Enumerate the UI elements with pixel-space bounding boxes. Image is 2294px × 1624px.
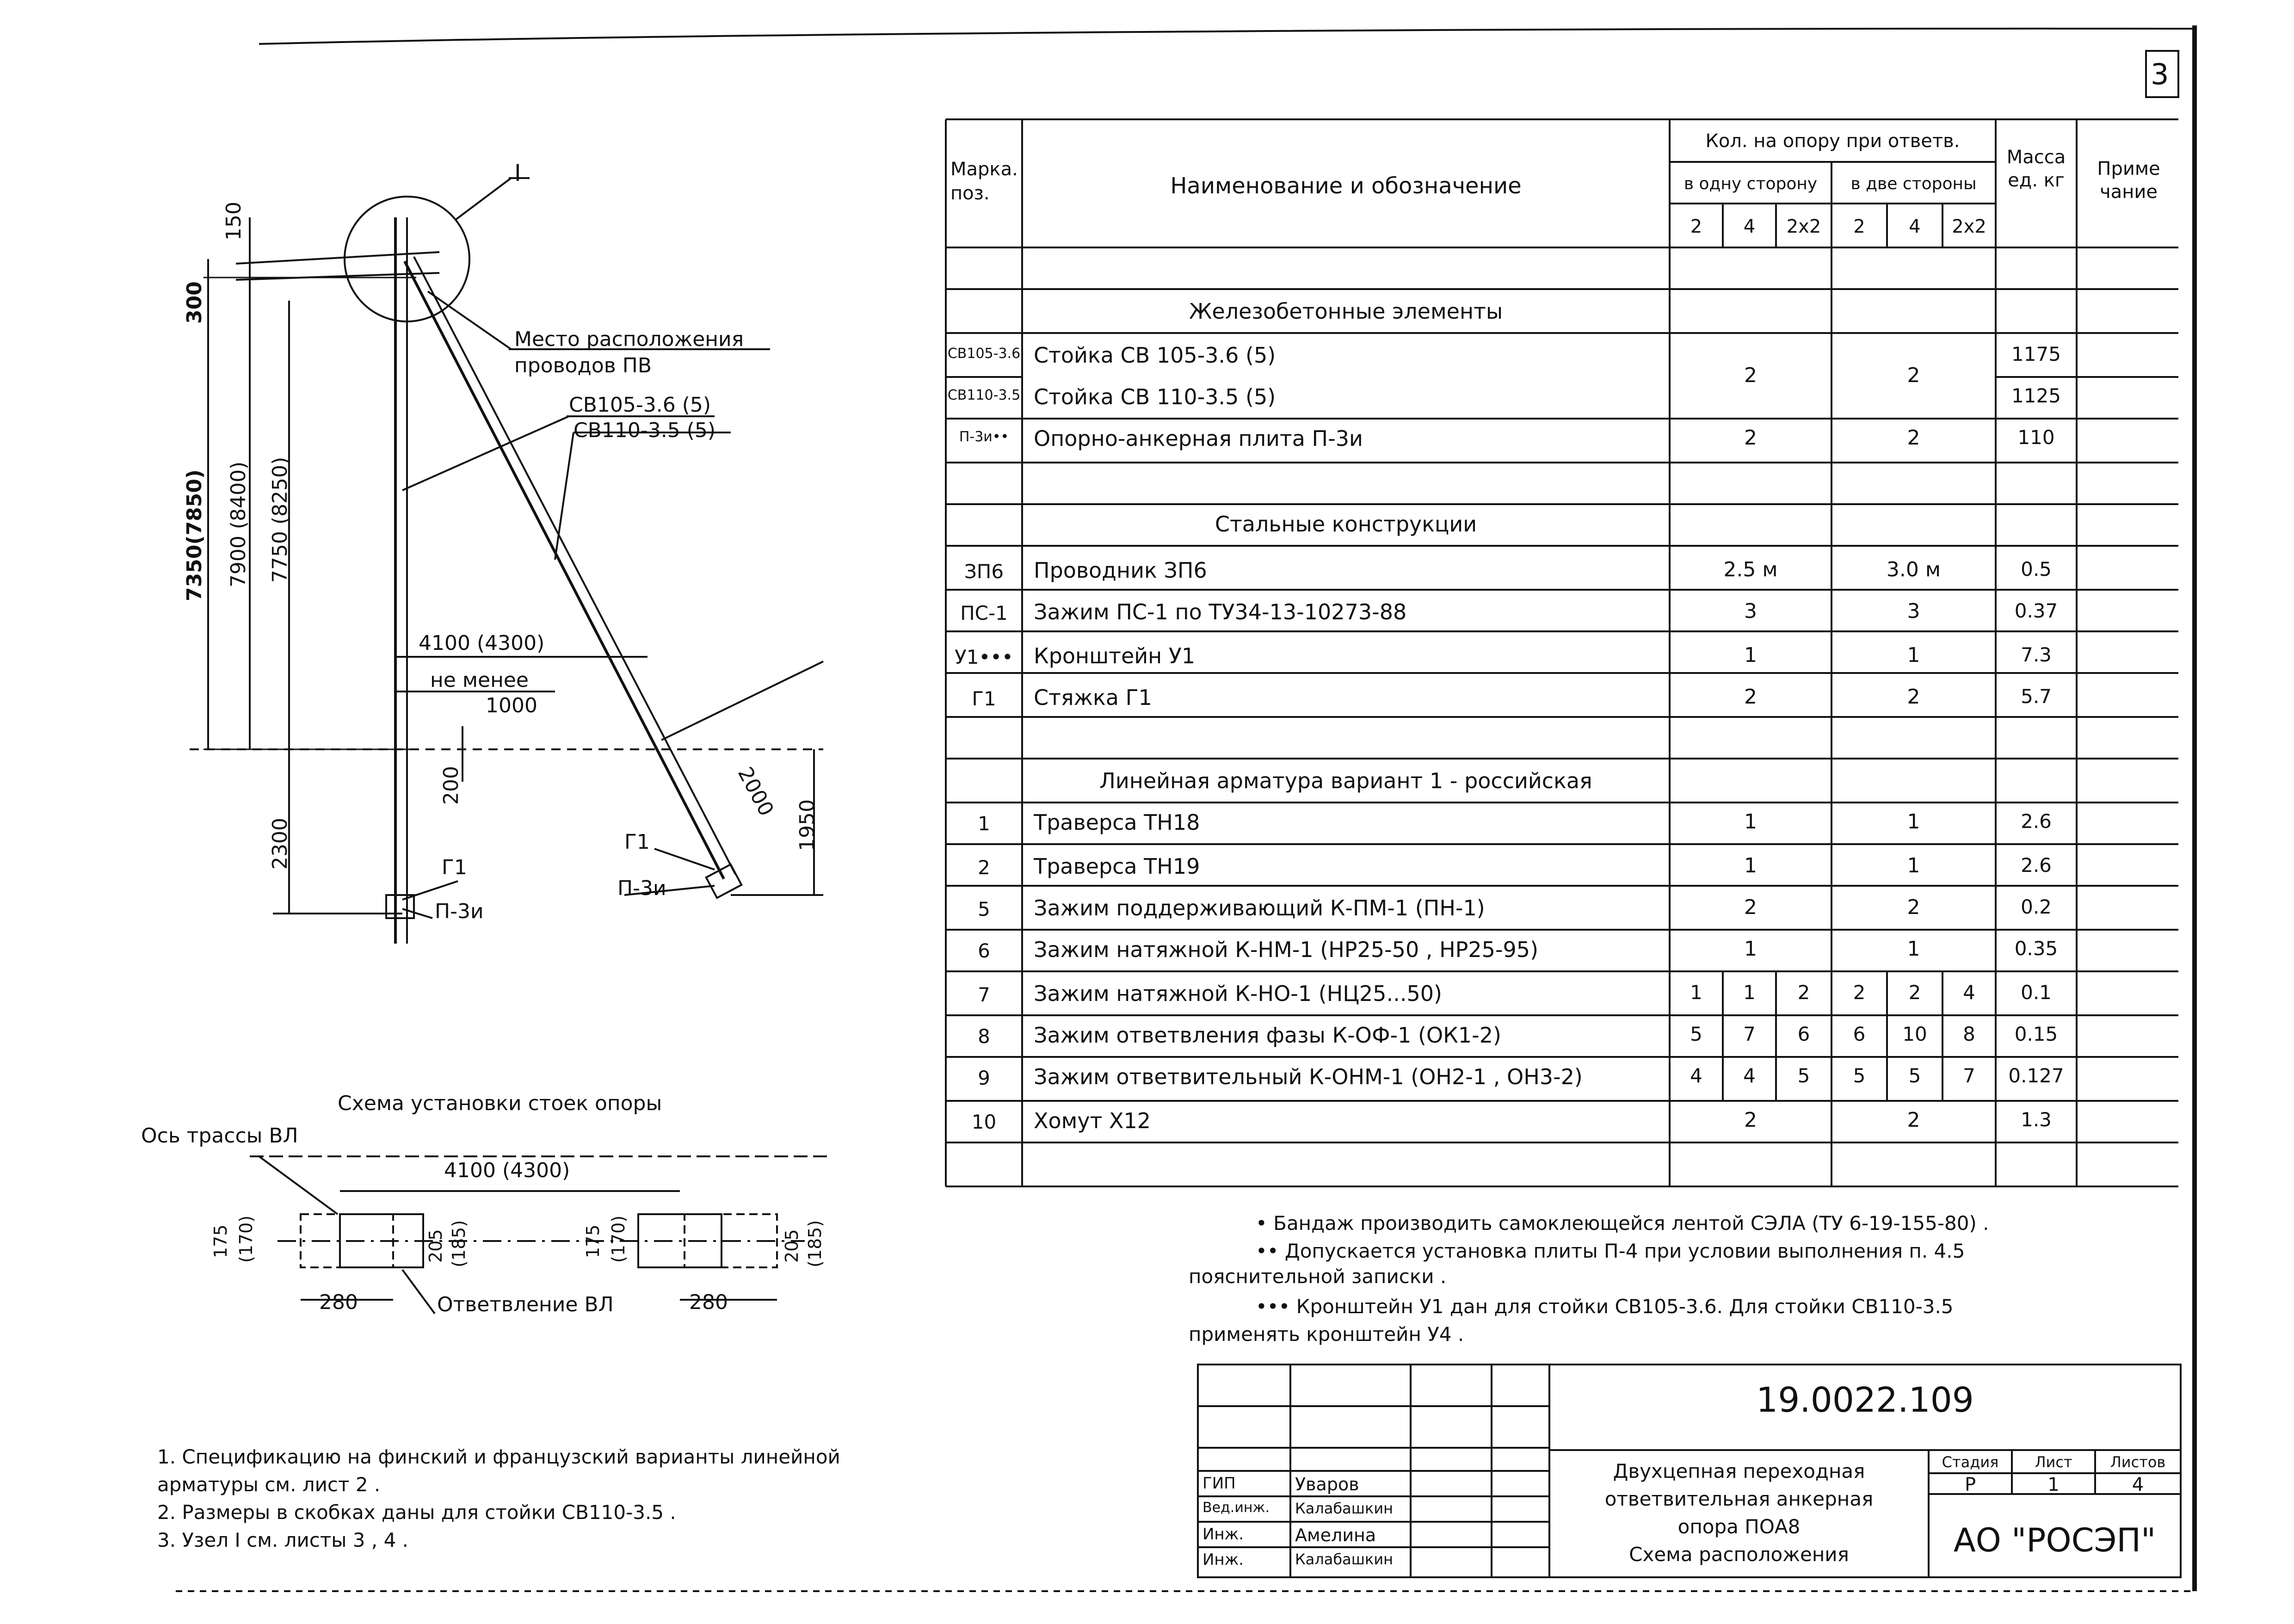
- row-qty-one-side: 2: [1744, 1108, 1757, 1132]
- sheet-header: Лист: [2035, 1453, 2072, 1471]
- header-two-sides: в две стороны: [1850, 174, 1977, 193]
- row-qty-cell: 4: [1690, 1064, 1702, 1087]
- row-mass: 2.6: [2021, 810, 2052, 833]
- row-mark: У1•••: [955, 646, 1013, 668]
- row-qty-cell: 7: [1743, 1023, 1756, 1045]
- section-steel: Стальные конструкции: [1215, 512, 1477, 537]
- row-qty-one-side: 2: [1744, 895, 1757, 919]
- g1-left-label: Г1: [442, 856, 467, 879]
- row-qty-cell: 2: [1853, 981, 1866, 1004]
- row-qty-cell: 4: [1743, 1064, 1756, 1087]
- branch-leader: [402, 1270, 435, 1314]
- plan-dim-175-right: 175: [583, 1224, 603, 1258]
- row-mass: 1125: [2011, 384, 2061, 407]
- location-label-1: Место расположения: [514, 327, 744, 351]
- dim-7750: 7750 (8250): [268, 457, 292, 583]
- row-qty-two-sides: 2: [1907, 1108, 1920, 1132]
- plan-dim-185-left: (185): [449, 1220, 469, 1267]
- row-mark: 2: [978, 856, 990, 879]
- name-1: Уваров: [1295, 1474, 1359, 1494]
- row-qty-one-side: 1: [1744, 937, 1757, 961]
- header-sub-5: 4: [1909, 216, 1921, 237]
- row-mass: 1175: [2011, 343, 2061, 365]
- plan-dim-170-right: (170): [608, 1215, 629, 1263]
- row-qty-two-sides: 1: [1907, 810, 1920, 834]
- row-name: Зажим натяжной К-НМ-1 (НР25-50 , НР25-95): [1034, 937, 1539, 962]
- header-name: Наименование и обозначение: [1170, 173, 1522, 199]
- dim-150: 150: [222, 202, 246, 241]
- row-qty-cell: 2: [1908, 981, 1921, 1004]
- post-label-2: СВ110-3.5 (5): [574, 419, 716, 442]
- row-name: Траверса ТН18: [1034, 810, 1200, 835]
- row-qty-one-side: 1: [1744, 810, 1757, 834]
- title-line-2: ответвительная анкерная: [1604, 1488, 1874, 1510]
- role-2: Вед.инж.: [1202, 1500, 1270, 1516]
- dim-2300: 2300: [268, 818, 292, 870]
- row-qty-two-sides: 3: [1907, 599, 1920, 623]
- footnote-2: •• Допускается установка плиты П-4 при условии выполнения п. 4.5: [1256, 1240, 1965, 1262]
- route-leader: [259, 1156, 338, 1214]
- row-name: Кронштейн У1: [1034, 643, 1196, 668]
- plan-dim-185-right: (185): [805, 1220, 825, 1267]
- g1-right-leader: [654, 849, 715, 870]
- dim-min-1: не менее: [430, 668, 529, 692]
- row-qty-cell: 6: [1853, 1023, 1866, 1045]
- row-qty-one-side: 2: [1744, 364, 1757, 387]
- row-name: Зажим поддерживающий К-ПМ-1 (ПН-1): [1034, 895, 1485, 920]
- row-mass: 0.37: [2014, 599, 2058, 622]
- row-mass: 1.3: [2021, 1108, 2052, 1131]
- row-qty-cell: 7: [1963, 1064, 1975, 1087]
- row-name: Стяжка Г1: [1034, 685, 1152, 710]
- row-mark: П-3и••: [959, 429, 1009, 445]
- sheets-header: Листов: [2110, 1453, 2166, 1471]
- row-mark: 7: [978, 983, 990, 1006]
- plan-dim-205-right: 205: [782, 1229, 802, 1263]
- row-mass: 0.127: [2008, 1064, 2064, 1087]
- plan-dim-280-right: 280: [689, 1291, 728, 1314]
- footnote-3-cont: применять кронштейн У4 .: [1189, 1323, 1464, 1346]
- row-mass: 5.7: [2021, 685, 2052, 708]
- left-note-3: 3. Узел I см. листы 3 , 4 .: [157, 1529, 409, 1551]
- row-qty-one-side: 3: [1744, 599, 1757, 623]
- plan-dim-205-left: 205: [426, 1229, 446, 1263]
- sheets-value: 4: [2132, 1474, 2144, 1495]
- doc-number: 19.0022.109: [1756, 1380, 1974, 1420]
- header-sub-6: 2x2: [1952, 216, 1986, 237]
- role-4: Инж.: [1202, 1550, 1244, 1569]
- row-name: Хомут Х12: [1034, 1108, 1151, 1133]
- row-mark: 6: [978, 939, 990, 962]
- plan-dim-175-left: 175: [210, 1224, 231, 1258]
- footnote-2-cont: пояснительной записки .: [1189, 1265, 1447, 1288]
- location-leader: [428, 291, 511, 349]
- row-mass: 110: [2017, 426, 2055, 449]
- role-1: ГИП: [1202, 1474, 1236, 1493]
- header-sub-2: 4: [1743, 216, 1756, 237]
- header-one-side: в одну сторону: [1684, 174, 1818, 193]
- plan-dim-170-left: (170): [236, 1215, 256, 1263]
- row-mark: 10: [971, 1111, 997, 1133]
- frame-top-line: [259, 29, 2192, 44]
- row-qty-one-side: 1: [1744, 643, 1757, 667]
- row-qty-cell: 1: [1743, 981, 1756, 1004]
- row-qty-cell: 4: [1963, 981, 1975, 1004]
- branch-label: Ответвление ВЛ: [437, 1293, 614, 1316]
- row-mass: 0.35: [2014, 937, 2058, 960]
- row-name: Опорно-анкерная плита П-3и: [1034, 426, 1363, 451]
- row-mass: 2.6: [2021, 854, 2052, 877]
- row-name: Стойка СВ 110-3.5 (5): [1034, 384, 1276, 409]
- sheet-number: 3: [2151, 57, 2169, 91]
- header-mass: Масса ед. кг: [2006, 147, 2066, 191]
- row-qty-two-sides: 1: [1907, 937, 1920, 961]
- post-label-leader-1: [402, 416, 569, 490]
- row-mass: 0.15: [2014, 1023, 2058, 1045]
- dim-min-2: 1000: [486, 694, 537, 717]
- row-mark: СВ105-3.6: [947, 346, 1021, 362]
- row-qty-cell: 10: [1902, 1023, 1927, 1045]
- row-qty-cell: 8: [1963, 1023, 1975, 1045]
- sheet-value: 1: [2047, 1474, 2060, 1495]
- row-mark: ПС-1: [960, 602, 1008, 624]
- row-qty-two-sides: 2: [1907, 895, 1920, 919]
- row-mass: 7.3: [2021, 643, 2052, 666]
- left-note-1: 1. Спецификацию на финский и французский варианты линейной: [157, 1445, 840, 1468]
- title-line-1: Двухцепная переходная: [1613, 1460, 1865, 1482]
- post-label-leader-2: [555, 432, 574, 560]
- row-mass: 0.1: [2021, 981, 2052, 1004]
- plan-title: Схема установки стоек опоры: [338, 1092, 662, 1115]
- dim-200: 200: [439, 766, 463, 805]
- left-note-1-cont: арматуры см. лист 2 .: [157, 1473, 381, 1496]
- dim-300: 300: [183, 281, 206, 324]
- row-qty-one-side: 1: [1744, 854, 1757, 877]
- g1-left-leader: [402, 881, 458, 900]
- footnote-1: • Бандаж производить самоклеющейся лентой СЭЛА (ТУ 6-19-155-80) .: [1256, 1212, 1989, 1235]
- row-name: Проводник ЗП6: [1034, 558, 1207, 583]
- node-callout-label: I: [514, 160, 521, 186]
- stage-header: Стадия: [1942, 1453, 1999, 1471]
- plan-dim-280-left: 280: [319, 1291, 358, 1314]
- row-name: Зажим ответвительный К-ОНМ-1 (ОН2-1 , ОН3-2): [1034, 1064, 1583, 1089]
- row-qty-two-sides: 1: [1907, 643, 1920, 667]
- p3i-left-label: П-3и: [435, 900, 484, 923]
- name-2: Калабашкин: [1295, 1500, 1394, 1517]
- dim-1950: 1950: [796, 799, 819, 851]
- name-3: Амелина: [1295, 1525, 1376, 1545]
- header-sub-4: 2: [1853, 216, 1865, 237]
- header-qty-group: Кол. на опору при ответв.: [1705, 130, 1960, 152]
- row-mark: 8: [978, 1025, 990, 1048]
- row-qty-one-side: 2.5 м: [1723, 558, 1778, 581]
- route-axis-label: Ось трассы ВЛ: [141, 1124, 298, 1148]
- plan-dim-top-label: 4100 (4300): [444, 1159, 570, 1182]
- role-3: Инж.: [1202, 1525, 1244, 1544]
- anchor-plate-left: [386, 895, 414, 918]
- g1-right-label: Г1: [624, 830, 650, 854]
- header-sub-3: 2x2: [1786, 216, 1821, 237]
- row-name: Зажим ответвления фазы К-ОФ-1 (ОК1-2): [1034, 1023, 1501, 1048]
- row-qty-two-sides: 3.0 м: [1886, 558, 1941, 581]
- row-qty-cell: 5: [1853, 1064, 1866, 1087]
- dim-4100: 4100 (4300): [419, 631, 545, 655]
- dim-2000: 2000: [733, 763, 778, 820]
- row-qty-cell: 2: [1797, 981, 1810, 1004]
- dim-7350: 7350(7850): [183, 469, 206, 601]
- dim-line-2000: [661, 661, 823, 740]
- row-name: Зажим ПС-1 по ТУ34-13-10273-88: [1034, 599, 1407, 624]
- row-name: Стойка СВ 105-3.6 (5): [1034, 343, 1276, 368]
- row-mark: СВ110-3.5: [947, 387, 1021, 403]
- row-qty-cell: 6: [1797, 1023, 1810, 1045]
- row-mark: ЗП6: [964, 560, 1004, 583]
- row-mark: 9: [978, 1067, 990, 1089]
- header-sub-1: 2: [1690, 216, 1702, 237]
- row-qty-two-sides: 2: [1907, 685, 1920, 709]
- title-line-3: опора ПОА8: [1677, 1515, 1801, 1538]
- cable-line-1: [236, 252, 439, 264]
- row-qty-one-side: 2: [1744, 426, 1757, 450]
- left-note-2: 2. Размеры в скобках даны для стойки СВ110-3.5 .: [157, 1501, 676, 1524]
- row-qty-cell: 5: [1908, 1064, 1921, 1087]
- dim-7900: 7900 (8400): [227, 461, 250, 587]
- p3i-right-label: П-3и: [617, 877, 666, 900]
- row-mass: 0.5: [2021, 558, 2052, 580]
- header-note: Приме чание: [2097, 158, 2160, 203]
- title-line-4: Схема расположения: [1629, 1543, 1849, 1566]
- header-mark: Марка. поз.: [950, 159, 1018, 204]
- footnote-3: ••• Кронштейн У1 дан для стойки СВ105-3.6. Для стойки СВ110-3.5: [1256, 1295, 1954, 1318]
- cable-line-2: [236, 273, 439, 280]
- org-name: АО "РОСЭП": [1953, 1521, 2156, 1559]
- row-qty-two-sides: 2: [1907, 364, 1920, 387]
- row-qty-one-side: 2: [1744, 685, 1757, 709]
- row-mark: 5: [978, 898, 990, 920]
- post-label-1: СВ105-3.6 (5): [569, 393, 711, 417]
- location-label-2: проводов ПВ: [514, 354, 652, 377]
- stage-value: Р: [1964, 1474, 1976, 1495]
- row-mark: 1: [978, 812, 990, 835]
- row-qty-two-sides: 1: [1907, 854, 1920, 877]
- row-qty-two-sides: 2: [1907, 426, 1920, 450]
- row-name: Траверса ТН19: [1034, 854, 1200, 879]
- row-qty-cell: 5: [1690, 1023, 1702, 1045]
- row-mass: 0.2: [2021, 895, 2052, 918]
- row-qty-cell: 1: [1690, 981, 1702, 1004]
- section-concrete: Железобетонные элементы: [1189, 299, 1503, 324]
- name-4: Калабашкин: [1295, 1550, 1394, 1568]
- node-callout-leader: [456, 178, 511, 220]
- row-qty-cell: 5: [1797, 1064, 1810, 1087]
- row-name: Зажим натяжной К-НО-1 (НЦ25...50): [1034, 981, 1442, 1006]
- row-mark: Г1: [972, 687, 996, 710]
- section-fittings: Линейная арматура вариант 1 - российская: [1099, 768, 1592, 793]
